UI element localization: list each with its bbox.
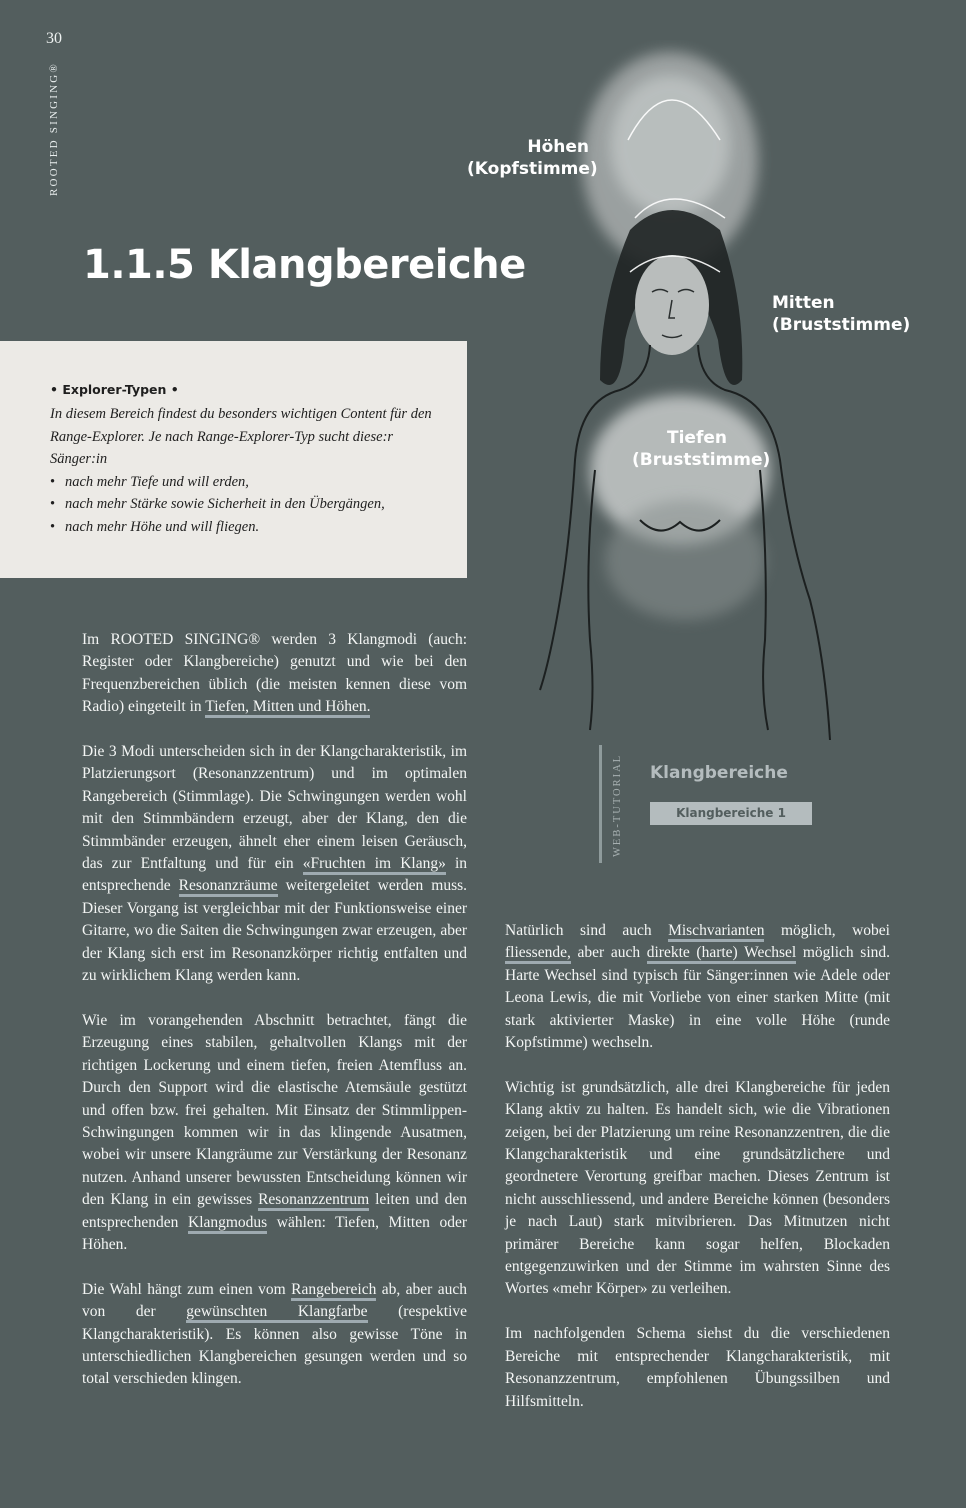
label-high-head-voice: Höhen (Kopfstimme) [467,137,598,179]
highlighted-term: direkte (harte) Wechsel [647,944,796,964]
text-run: weitergeleitet werden muss. Dieser Vorgang ist vergleichbar mit der Funktionsweise einer Gitarre, wo die Saiten die Schwingungen zwar erzeugen, aber der Klang sich erst im Resonanzkörper richtig entfalten und zu wirklichem Klang werden kann. [82,877,468,985]
paragraph [82,741,467,987]
page-title: 1.1.5 Klangbereiche [83,242,526,288]
label-low-chest-voice: Tiefen (Bruststimme) [632,428,771,470]
explorer-item-height: • nach mehr Höhe und will fliegen. [50,516,447,539]
text-run: ab, aber auch von der [82,1280,468,1321]
text-run: leiten und den entsprechenden [82,1191,468,1231]
explorer-heading: • Explorer-Typen • [50,382,179,397]
text-run: Die 3 Modi unterscheiden sich in der Klangcharakteristik, im Platzierungsort (Resonanzzentrum) und im optimalen Rangebereich (Stimmlage). Die Schwingungen werden wohl mit den Stimmbändern erzeugt, aber der Klang, den die Stimmbänder erzeugen, ähnelt eher einem leisen Geräusch, das zur Entfaltung und für ein [82,743,467,873]
explorer-item-strength: • nach mehr Stärke sowie Sicherheit in den Übergängen, [50,493,447,516]
singer-illustration [467,40,911,750]
text-column-right [505,920,890,1435]
text-run: Natürlich sind auch [505,922,669,939]
explorer-intro: In diesem Bereich findest du besonders wichtigen Content für den Range-Explorer. Je nach Range-Explorer-Typ sucht diese:r Sänger:in [50,406,432,467]
text-run: Im ROOTED SINGING® werden 3 Klangmodi (auch: Register oder Klangbereiche) genutzt und wie bei den Frequenzbereichen üblich (die meisten kennen diese vom Radio) eingeteilt in [82,631,467,716]
text-run: möglich sind. Harte Wechsel sind typisch für Sänger:innen wie Adele oder Leona Lewis, die mit Vorliebe von einer starken Mitte (mit stark aktivierter Maske) in eine volle Höhe (runde Kopfstimme) wechseln. [505,944,891,1052]
explorer-types-box [0,341,467,578]
highlighted-term: «Fruchten im Klang» [303,855,446,875]
paragraph [82,1279,467,1391]
highlighted-term: Tiefen, Mitten und Höhen. [205,698,370,718]
face-shape [635,255,709,355]
text-run: in entsprechende [82,855,468,895]
highlighted-term: Resonanzzentrum [258,1191,369,1211]
text-run: möglich, wobei [764,922,890,939]
text-run: Wichtig ist grundsätzlich, alle drei Klangbereiche für jeden Klang aktiv zu halten. Es handelt sich, wie die Vibrationen zeigen, bei der Platzierung um reine Resonanzzentren, die die Klangcharakteristik und eine grundsätzlichere und geordnetere Verortung greifbar machen. Dieses Zentrum ist nicht ausschliessend, und andere Bereiche können (besonders je nach Laut) stark mitvibrieren. Das Mitnutzen nicht primärer Bereiche kann sogar helfen, Blockaden entgegenzuwirken und der Stimme im wahrsten Sinne des Wortes «mehr Körper» zu verleihen. [505,1078,890,1298]
text-run: Wie im vorangehenden Abschnitt betrachtet, fängt die Erzeugung eines stabilen, gehaltvollen Klangs mit der richtigen Lockerung und einem tiefen, freien Atemfluss an. Durch den Support wird die elastische Atemsäule gestützt und offen bzw. frei gehalten. Mit Einsatz der Stimmlippen-Schwingungen kommen wir in das klingende Ausatmen, wobei wir unsere Klangräume zur Verstärkung der Resonanz nutzen. Anhand unserer bewussten Entscheidung können wir den Klang in ein gewisses [82,1011,467,1209]
web-tutorial [599,745,859,865]
web-tutorial-vertical-label: WEB-TUTORIAL [612,753,623,857]
text-run: (respektive Klangcharakteristik). Es können also gewisse Töne in unterschiedlichen Klangbereichen gesungen werden und so total verschieden klingen. [82,1303,468,1388]
highlighted-term: Rangebereich [291,1281,376,1301]
text-run: Im nachfolgenden Schema siehst du die verschiedenen Bereiche mit entsprechender Klangcharakteristik, mit Resonanzzentrum, empfohlenen Übungssilben und Hilfsmitteln. [505,1325,890,1410]
highlighted-term: Klangmodus [188,1214,267,1234]
paragraph [505,920,890,1054]
web-tutorial-title: Klangbereiche [650,763,788,783]
paragraph [505,1323,890,1413]
paragraph [82,1010,467,1256]
highlighted-term: Resonanzräume [179,877,278,897]
page-number: 30 [46,30,62,47]
web-tutorial-button[interactable]: Klangbereiche 1 [650,802,812,825]
text-run: Die Wahl hängt zum einen vom [82,1280,292,1298]
explorer-list [50,471,447,539]
highlighted-term: Mischvarianten [668,922,764,942]
paragraph [505,1077,890,1301]
highlighted-term: gewünschten Klangfarbe [186,1303,367,1323]
paragraph [82,629,467,719]
text-run: wählen: Tiefen, Mitten oder Höhen. [82,1213,468,1253]
text-column-left [82,629,467,1413]
running-head: ROOTED SINGING® [48,62,60,196]
web-tutorial-bar [599,745,602,863]
label-mid-chest-voice: Mitten (Bruststimme) [772,293,911,335]
text-run: aber auch [570,944,647,962]
explorer-item-depth: • nach mehr Tiefe und will erden, [50,471,447,494]
highlighted-term: fliessende, [505,944,571,964]
